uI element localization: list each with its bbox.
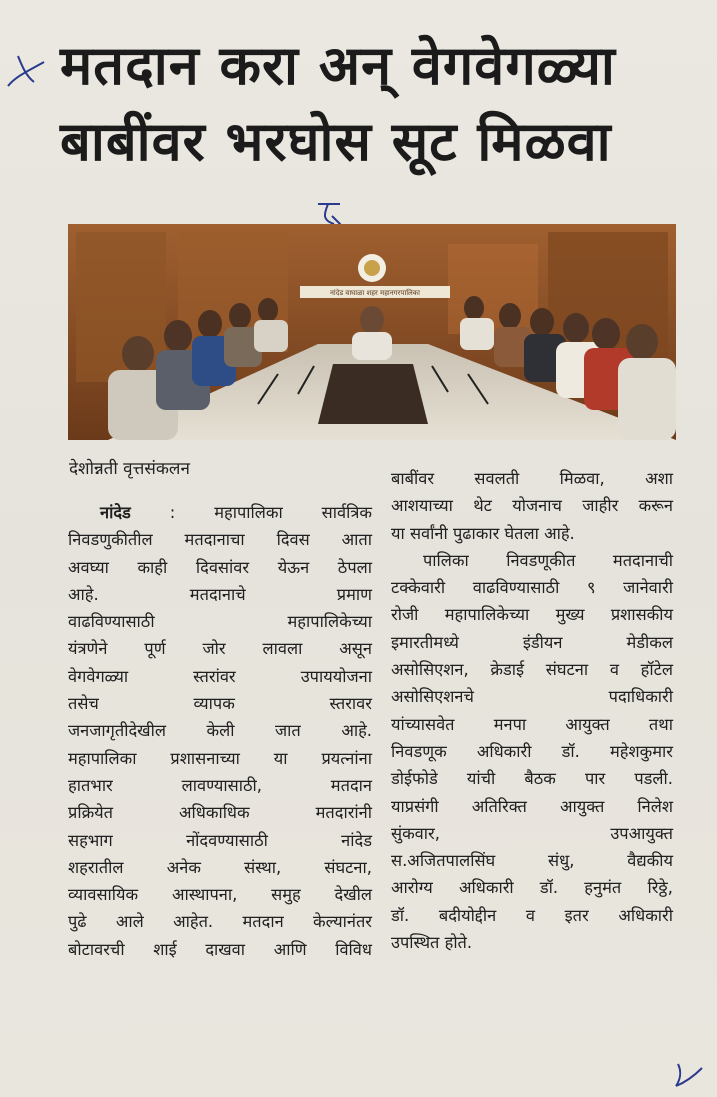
right-line: रोजी महापालिकेच्या मुख्य प्रशासकीय	[391, 605, 673, 625]
right-line: बाबींवर सवलती मिळवा, अशा	[391, 469, 673, 488]
left-line: प्रक्रियेत अधिकाधिक मतदारांनी	[68, 803, 372, 823]
photo-banner-text: नांदेड वाघाळा शहर महानगरपालिका	[330, 289, 420, 297]
right-line: आरोग्य अधिकारी डॉ. हनुमंत रिठ्ठे,	[391, 878, 673, 898]
bleed-through-line	[190, 93, 670, 107]
left-line: हातभार लावण्यासाठी, मतदान	[68, 775, 372, 795]
pen-mark-bottom	[672, 1058, 706, 1092]
left-line: जनजागृतीदेखील केली जात आहे.	[68, 721, 372, 741]
left-line: यंत्रणेने पूर्ण जोर लावला असून	[68, 639, 372, 659]
bleed-through-top	[120, 0, 680, 12]
left-first-line-rest: : महापालिका सार्वत्रिक	[169, 503, 372, 522]
left-column	[68, 499, 372, 963]
left-line: तसेच व्यापक स्तरावर	[68, 694, 372, 714]
right-line: टक्केवारी वाढविण्यासाठी ९ जानेवारी	[391, 578, 673, 598]
left-first-line	[68, 499, 372, 526]
right-line: या सर्वांनी पुढाकार घेतला आहे.	[391, 523, 575, 543]
left-line: शहरातील अनेक संस्था, संघटना,	[68, 857, 372, 877]
left-line: वाढविण्यासाठी महापालिकेच्या	[68, 612, 372, 632]
left-line: वेगवेगळ्या स्तरांवर उपाययोजना	[68, 666, 372, 686]
byline: देशोन्नती वृत्तसंकलन	[69, 459, 190, 479]
headline-line-1: मतदान करा अन् वेगवेगळ्या	[60, 34, 616, 97]
pen-mark-left	[4, 52, 64, 92]
right-line: डॉ. बदीयोद्दीन व इतर अधिकारी	[391, 905, 673, 925]
meeting-photo	[68, 224, 676, 440]
headline-line-2: बाबींवर भरघोस सूट मिळवा	[60, 110, 612, 173]
bleed-through-bottom	[70, 1072, 670, 1086]
left-line: पुढे आले आहेत. मतदान केल्यानंतर	[68, 912, 372, 932]
right-line: निवडणूक अधिकारी डॉ. महेशकुमार	[391, 741, 673, 761]
right-line: डोईफोडे यांची बैठक पार पडली.	[391, 769, 673, 789]
right-line: सुंकवार, उपआयुक्त	[391, 823, 673, 843]
right-line: उपस्थित होते.	[391, 933, 473, 953]
right-line: असोसिएशनचे पदाधिकारी	[391, 687, 673, 707]
right-line: इमारतीमध्ये इंडीयन मेडीकल	[391, 632, 673, 652]
dateline: नांदेड	[100, 503, 131, 522]
left-line: अवघ्या काही दिवसांवर येऊन ठेपला	[68, 557, 372, 577]
right-line: पालिका निवडणूकीत मतदानाची	[423, 550, 673, 570]
right-line: यांच्यासवेत मनपा आयुक्त तथा	[391, 714, 673, 734]
left-line: निवडणुकीतील मतदानाचा दिवस आता	[68, 530, 372, 550]
right-line: स.अजितपालसिंघ संधु, वैद्यकीय	[391, 851, 673, 871]
left-line: आहे. मतदानाचे प्रमाण	[68, 584, 372, 604]
left-line: बोटावरची शाई दाखवा आणि विविध	[68, 939, 372, 959]
right-line: असोसिएशन, क्रेडाई संघटना व हॉटेल	[391, 660, 673, 680]
right-line: याप्रसंगी अतिरिक्त आयुक्त निलेश	[391, 796, 673, 816]
left-line: व्यावसायिक आस्थापना, समुह देखील	[68, 885, 372, 905]
right-line: आशयाच्या थेट योजनाच जाहीर करून	[391, 496, 673, 516]
left-line: महापालिका प्रशासनाच्या या प्रयत्नांना	[68, 748, 372, 768]
left-line: सहभाग नोंदवण्यासाठी नांदेड	[68, 830, 372, 850]
right-column	[391, 465, 673, 956]
